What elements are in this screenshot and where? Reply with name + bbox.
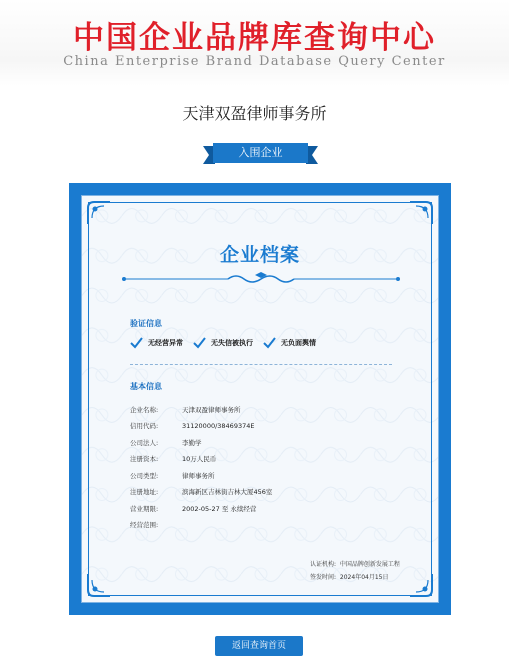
issue-date-key: 签发时间: [310,574,337,581]
certificate-title: 企业档案 [219,244,300,266]
info-row-scope [130,517,272,534]
info-row-address [130,484,272,501]
info-row-company-name [130,401,272,418]
verify-item [130,337,183,349]
verify-item [193,337,253,349]
certificate-paper [81,195,439,603]
verify-item-label: 无负面舆情 [281,339,316,347]
info-row-legal-rep [130,434,272,451]
info-key: 经营范围: [130,521,159,530]
info-key: 注册地址: [130,488,159,497]
info-key: 营业期限: [130,504,159,513]
info-key: 信用代码: [130,422,159,431]
info-row-credit-code [130,418,272,435]
info-value: 10万人民币 [182,455,217,464]
site-title: 中国企业品牌库查询中心 [73,20,436,56]
checkmark-icon [193,337,206,349]
info-value: 天津双盈律师事务所 [182,405,241,414]
company-name: 天津双盈律师事务所 [182,104,327,123]
info-value: 律师事务所 [182,471,215,480]
info-value: 滨海新区吉林街吉林大厦456室 [182,488,273,497]
back-to-search-button[interactable]: 返回查询首页 [215,636,303,656]
info-value: 2002-05-27 至 永续经营 [182,504,257,513]
section-divider [130,364,392,365]
info-row-term [130,500,272,517]
verify-heading: 验证信息 [130,319,162,328]
basic-info-heading: 基本信息 [130,382,162,391]
info-row-company-type [130,467,272,484]
corner-ornament-icon [86,572,112,598]
issuer-value: 中国品牌创新发展工程 [339,561,400,568]
verify-item-label: 无失信被执行 [211,339,253,347]
corner-ornament-icon [86,200,112,226]
info-value: 李勤学 [182,438,202,447]
title-flourish-icon [118,272,404,286]
certificate-frame [69,183,451,615]
verify-items [130,336,326,350]
info-key: 企业名称: [130,405,159,414]
issuer-line [310,559,400,568]
issue-date-value: 2024年04月15日 [339,574,389,581]
site-subtitle: China Enterprise Brand Database Query Center [63,54,446,69]
info-key: 注册资本: [130,455,159,464]
info-key: 公司类型: [130,471,159,480]
basic-info-list [130,401,272,533]
issue-date-line [310,572,388,581]
info-row-capital [130,451,272,468]
verify-item-label: 无经营异常 [148,339,183,347]
verify-item [263,337,316,349]
info-value: 31120000/38469374E [182,421,255,430]
checkmark-icon [263,337,276,349]
corner-ornament-icon [408,200,434,226]
corner-ornament-icon [408,572,434,598]
shortlisted-badge [203,143,318,163]
badge-label: 入围企业 [213,143,308,163]
info-key: 公司法人: [130,438,159,447]
checkmark-icon [130,337,143,349]
issuer-key: 认证机构: [310,561,337,568]
